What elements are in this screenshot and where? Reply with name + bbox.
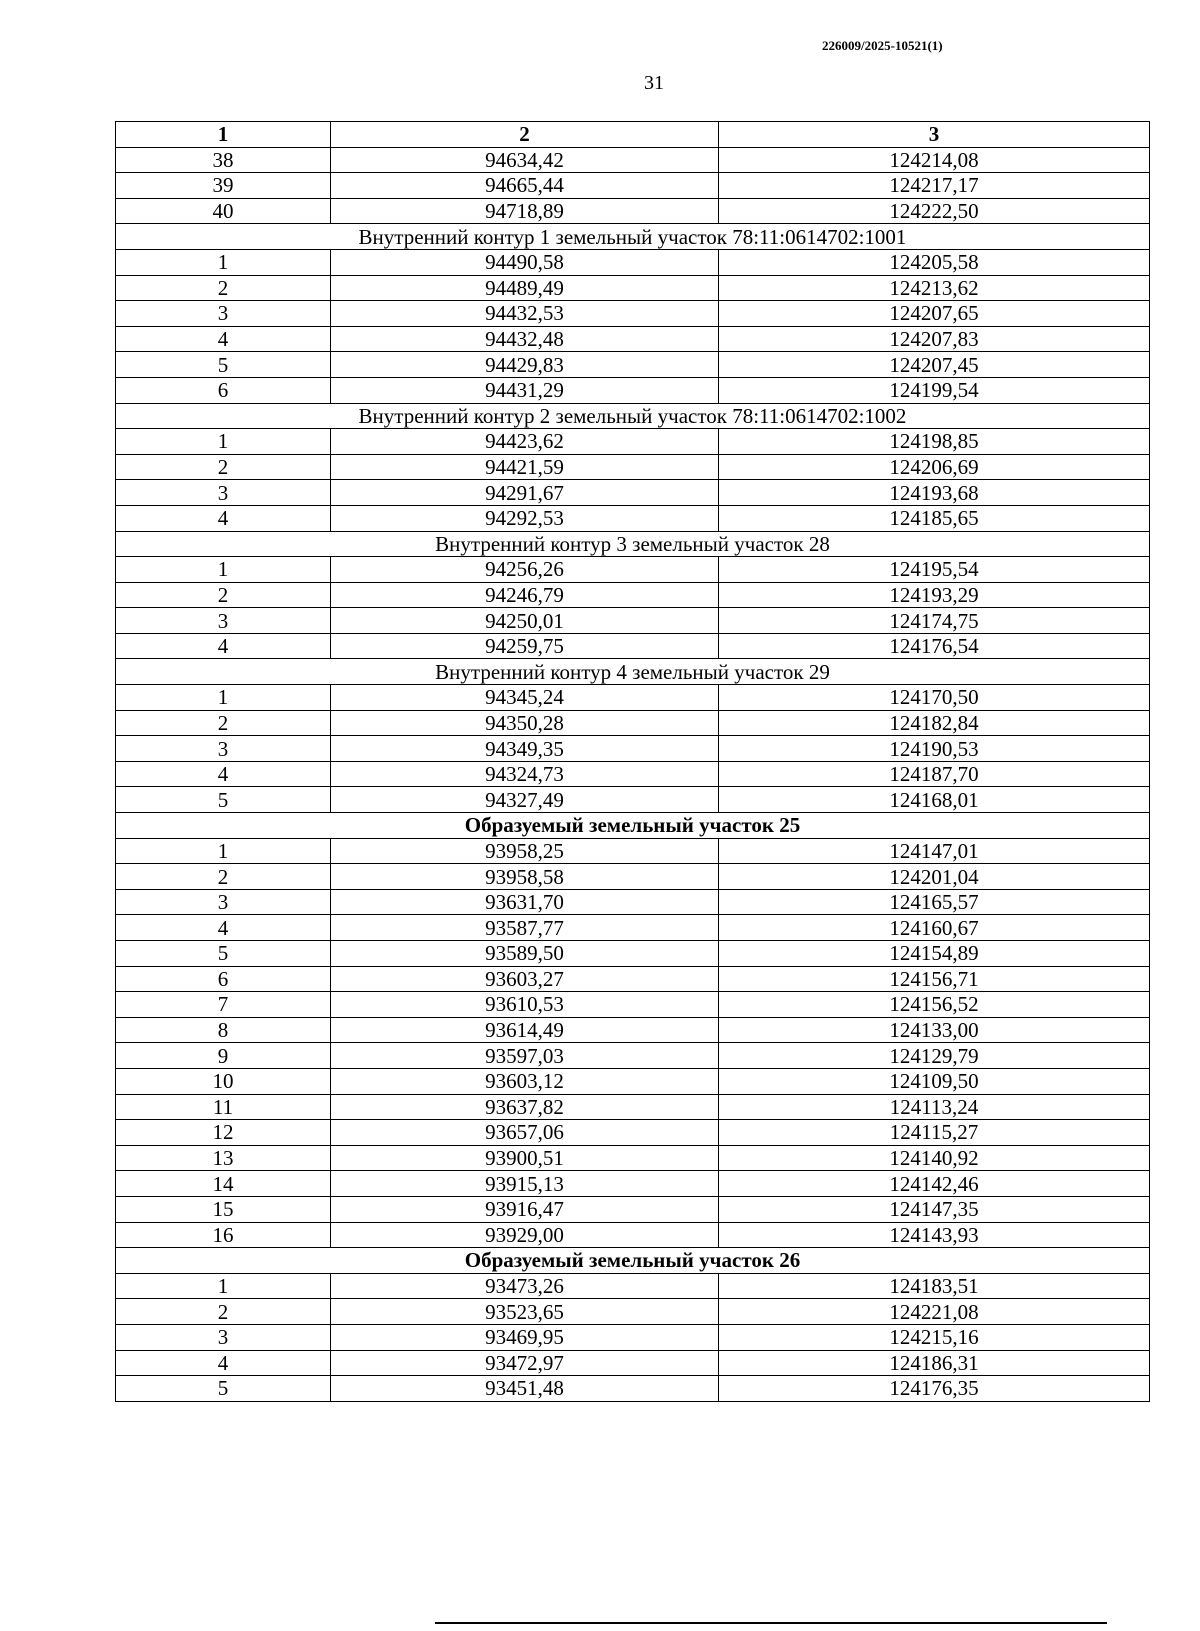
point-number-cell: 14	[116, 1171, 331, 1197]
y-coordinate-cell: 124133,00	[719, 1017, 1150, 1043]
table-row	[116, 1068, 1150, 1094]
point-number-cell: 3	[116, 736, 331, 762]
point-number-cell: 4	[116, 505, 331, 531]
section-title: Внутренний контур 2 земельный участок 78:11:0614702:1002	[116, 403, 1150, 429]
x-coordinate-cell: 94324,73	[331, 761, 719, 787]
table-row	[116, 1094, 1150, 1120]
table-row	[116, 633, 1150, 659]
x-coordinate-cell: 94423,62	[331, 429, 719, 455]
y-coordinate-cell: 124147,35	[719, 1196, 1150, 1222]
table-row	[116, 1043, 1150, 1069]
table-row	[116, 736, 1150, 762]
y-coordinate-cell: 124170,50	[719, 685, 1150, 711]
x-coordinate-cell: 94432,48	[331, 326, 719, 352]
table-row	[116, 1145, 1150, 1171]
x-coordinate-cell: 94250,01	[331, 608, 719, 634]
y-coordinate-cell: 124214,08	[719, 147, 1150, 173]
point-number-cell: 4	[116, 761, 331, 787]
y-coordinate-cell: 124156,52	[719, 992, 1150, 1018]
y-coordinate-cell: 124222,50	[719, 198, 1150, 224]
y-coordinate-cell: 124154,89	[719, 941, 1150, 967]
y-coordinate-cell: 124207,65	[719, 301, 1150, 327]
point-number-cell: 1	[116, 557, 331, 583]
table-header-row	[116, 122, 1150, 148]
y-coordinate-cell: 124129,79	[719, 1043, 1150, 1069]
y-coordinate-cell: 124109,50	[719, 1068, 1150, 1094]
table-row	[116, 557, 1150, 583]
table-row	[116, 864, 1150, 890]
y-coordinate-cell: 124165,57	[719, 889, 1150, 915]
section-title: Внутренний контур 4 земельный участок 29	[116, 659, 1150, 685]
point-number-cell: 5	[116, 352, 331, 378]
x-coordinate-cell: 94246,79	[331, 582, 719, 608]
point-number-cell: 3	[116, 608, 331, 634]
point-number-cell: 7	[116, 992, 331, 1018]
y-coordinate-cell: 124115,27	[719, 1120, 1150, 1146]
y-coordinate-cell: 124113,24	[719, 1094, 1150, 1120]
y-coordinate-cell: 124199,54	[719, 377, 1150, 403]
point-number-cell: 2	[116, 1299, 331, 1325]
table-row	[116, 582, 1150, 608]
x-coordinate-cell: 93958,25	[331, 838, 719, 864]
table-row	[116, 1222, 1150, 1248]
point-number-cell: 12	[116, 1120, 331, 1146]
y-coordinate-cell: 124176,35	[719, 1376, 1150, 1402]
point-number-cell: 1	[116, 685, 331, 711]
x-coordinate-cell: 93597,03	[331, 1043, 719, 1069]
point-number-cell: 16	[116, 1222, 331, 1248]
y-coordinate-cell: 124195,54	[719, 557, 1150, 583]
table-row	[116, 787, 1150, 813]
x-coordinate-cell: 94291,67	[331, 480, 719, 506]
point-number-cell: 4	[116, 633, 331, 659]
y-coordinate-cell: 124201,04	[719, 864, 1150, 890]
point-number-cell: 6	[116, 377, 331, 403]
y-coordinate-cell: 124193,68	[719, 480, 1150, 506]
y-coordinate-cell: 124205,58	[719, 249, 1150, 275]
y-coordinate-cell: 124213,62	[719, 275, 1150, 301]
x-coordinate-cell: 93637,82	[331, 1094, 719, 1120]
table-row	[116, 1017, 1150, 1043]
point-number-cell: 4	[116, 1350, 331, 1376]
y-coordinate-cell: 124217,17	[719, 173, 1150, 199]
x-coordinate-cell: 94429,83	[331, 352, 719, 378]
table-row	[116, 275, 1150, 301]
x-coordinate-cell: 93915,13	[331, 1171, 719, 1197]
table-row	[116, 1273, 1150, 1299]
coordinates-table	[115, 121, 1150, 1402]
x-coordinate-cell: 93610,53	[331, 992, 719, 1018]
point-number-cell: 4	[116, 915, 331, 941]
x-coordinate-cell: 94718,89	[331, 198, 719, 224]
y-coordinate-cell: 124160,67	[719, 915, 1150, 941]
point-number-cell: 13	[116, 1145, 331, 1171]
y-coordinate-cell: 124147,01	[719, 838, 1150, 864]
x-coordinate-cell: 94349,35	[331, 736, 719, 762]
x-coordinate-cell: 94256,26	[331, 557, 719, 583]
point-number-cell: 11	[116, 1094, 331, 1120]
y-coordinate-cell: 124182,84	[719, 710, 1150, 736]
point-number-cell: 6	[116, 966, 331, 992]
table-row	[116, 889, 1150, 915]
point-number-cell: 2	[116, 710, 331, 736]
y-coordinate-cell: 124190,53	[719, 736, 1150, 762]
x-coordinate-cell: 93587,77	[331, 915, 719, 941]
y-coordinate-cell: 124193,29	[719, 582, 1150, 608]
x-coordinate-cell: 93614,49	[331, 1017, 719, 1043]
page-number: 31	[644, 72, 664, 94]
page-edge-line	[435, 1622, 1107, 1624]
section-title: Образуемый земельный участок 25	[116, 813, 1150, 839]
y-coordinate-cell: 124174,75	[719, 608, 1150, 634]
table-row	[116, 1350, 1150, 1376]
x-coordinate-cell: 93603,12	[331, 1068, 719, 1094]
table-row	[116, 173, 1150, 199]
table-row	[116, 941, 1150, 967]
table-row	[116, 480, 1150, 506]
table-row	[116, 505, 1150, 531]
y-coordinate-cell: 124183,51	[719, 1273, 1150, 1299]
point-number-cell: 39	[116, 173, 331, 199]
table-row	[116, 301, 1150, 327]
x-coordinate-cell: 94432,53	[331, 301, 719, 327]
x-coordinate-cell: 94345,24	[331, 685, 719, 711]
point-number-cell: 3	[116, 301, 331, 327]
x-coordinate-cell: 94421,59	[331, 454, 719, 480]
table-row	[116, 429, 1150, 455]
y-coordinate-cell: 124206,69	[719, 454, 1150, 480]
table-row	[116, 249, 1150, 275]
x-coordinate-cell: 93631,70	[331, 889, 719, 915]
point-number-cell: 40	[116, 198, 331, 224]
y-coordinate-cell: 124140,92	[719, 1145, 1150, 1171]
y-coordinate-cell: 124176,54	[719, 633, 1150, 659]
x-coordinate-cell: 94489,49	[331, 275, 719, 301]
document-number: 226009/2025-10521(1)	[822, 38, 943, 53]
point-number-cell: 1	[116, 1273, 331, 1299]
point-number-cell: 4	[116, 326, 331, 352]
point-number-cell: 15	[116, 1196, 331, 1222]
table-row	[116, 352, 1150, 378]
y-coordinate-cell: 124142,46	[719, 1171, 1150, 1197]
point-number-cell: 1	[116, 429, 331, 455]
y-coordinate-cell: 124207,45	[719, 352, 1150, 378]
table-row	[116, 326, 1150, 352]
x-coordinate-cell: 93958,58	[331, 864, 719, 890]
y-coordinate-cell: 124215,16	[719, 1324, 1150, 1350]
y-coordinate-cell: 124207,83	[719, 326, 1150, 352]
table-row	[116, 198, 1150, 224]
y-coordinate-cell: 124221,08	[719, 1299, 1150, 1325]
x-coordinate-cell: 94327,49	[331, 787, 719, 813]
section-title: Внутренний контур 1 земельный участок 78:11:0614702:1001	[116, 224, 1150, 250]
section-header-row	[116, 403, 1150, 429]
section-header-row	[116, 1248, 1150, 1274]
point-number-cell: 1	[116, 838, 331, 864]
point-number-cell: 1	[116, 249, 331, 275]
point-number-cell: 10	[116, 1068, 331, 1094]
y-coordinate-cell: 124186,31	[719, 1350, 1150, 1376]
x-coordinate-cell: 93472,97	[331, 1350, 719, 1376]
x-coordinate-cell: 94431,29	[331, 377, 719, 403]
point-number-cell: 3	[116, 480, 331, 506]
x-coordinate-cell: 93603,27	[331, 966, 719, 992]
table-row	[116, 454, 1150, 480]
y-coordinate-cell: 124198,85	[719, 429, 1150, 455]
x-coordinate-cell: 94259,75	[331, 633, 719, 659]
point-number-cell: 5	[116, 941, 331, 967]
table-row	[116, 377, 1150, 403]
section-title: Внутренний контур 3 земельный участок 28	[116, 531, 1150, 557]
header-cell-point: 1	[116, 122, 331, 148]
header-cell-x: 2	[331, 122, 719, 148]
section-header-row	[116, 813, 1150, 839]
table-row	[116, 1196, 1150, 1222]
section-header-row	[116, 659, 1150, 685]
y-coordinate-cell: 124168,01	[719, 787, 1150, 813]
table-row	[116, 685, 1150, 711]
x-coordinate-cell: 94634,42	[331, 147, 719, 173]
x-coordinate-cell: 94292,53	[331, 505, 719, 531]
point-number-cell: 2	[116, 864, 331, 890]
x-coordinate-cell: 93916,47	[331, 1196, 719, 1222]
table-row	[116, 608, 1150, 634]
table-row	[116, 1376, 1150, 1402]
y-coordinate-cell: 124185,65	[719, 505, 1150, 531]
point-number-cell: 5	[116, 787, 331, 813]
x-coordinate-cell: 93469,95	[331, 1324, 719, 1350]
x-coordinate-cell: 93473,26	[331, 1273, 719, 1299]
point-number-cell: 2	[116, 275, 331, 301]
y-coordinate-cell: 124156,71	[719, 966, 1150, 992]
y-coordinate-cell: 124187,70	[719, 761, 1150, 787]
table-row	[116, 761, 1150, 787]
point-number-cell: 9	[116, 1043, 331, 1069]
table-row	[116, 710, 1150, 736]
x-coordinate-cell: 93657,06	[331, 1120, 719, 1146]
section-header-row	[116, 531, 1150, 557]
x-coordinate-cell: 94665,44	[331, 173, 719, 199]
point-number-cell: 3	[116, 1324, 331, 1350]
point-number-cell: 8	[116, 1017, 331, 1043]
table-row	[116, 1324, 1150, 1350]
x-coordinate-cell: 94490,58	[331, 249, 719, 275]
point-number-cell: 2	[116, 582, 331, 608]
table-row	[116, 838, 1150, 864]
y-coordinate-cell: 124143,93	[719, 1222, 1150, 1248]
x-coordinate-cell: 93589,50	[331, 941, 719, 967]
x-coordinate-cell: 93900,51	[331, 1145, 719, 1171]
x-coordinate-cell: 94350,28	[331, 710, 719, 736]
point-number-cell: 38	[116, 147, 331, 173]
point-number-cell: 2	[116, 454, 331, 480]
section-title: Образуемый земельный участок 26	[116, 1248, 1150, 1274]
section-header-row	[116, 224, 1150, 250]
table-row	[116, 1299, 1150, 1325]
point-number-cell: 5	[116, 1376, 331, 1402]
header-cell-y: 3	[719, 122, 1150, 148]
x-coordinate-cell: 93929,00	[331, 1222, 719, 1248]
table-row	[116, 1120, 1150, 1146]
table-row	[116, 966, 1150, 992]
table-row	[116, 1171, 1150, 1197]
table-row	[116, 992, 1150, 1018]
table-row	[116, 915, 1150, 941]
table-row	[116, 147, 1150, 173]
x-coordinate-cell: 93451,48	[331, 1376, 719, 1402]
x-coordinate-cell: 93523,65	[331, 1299, 719, 1325]
point-number-cell: 3	[116, 889, 331, 915]
